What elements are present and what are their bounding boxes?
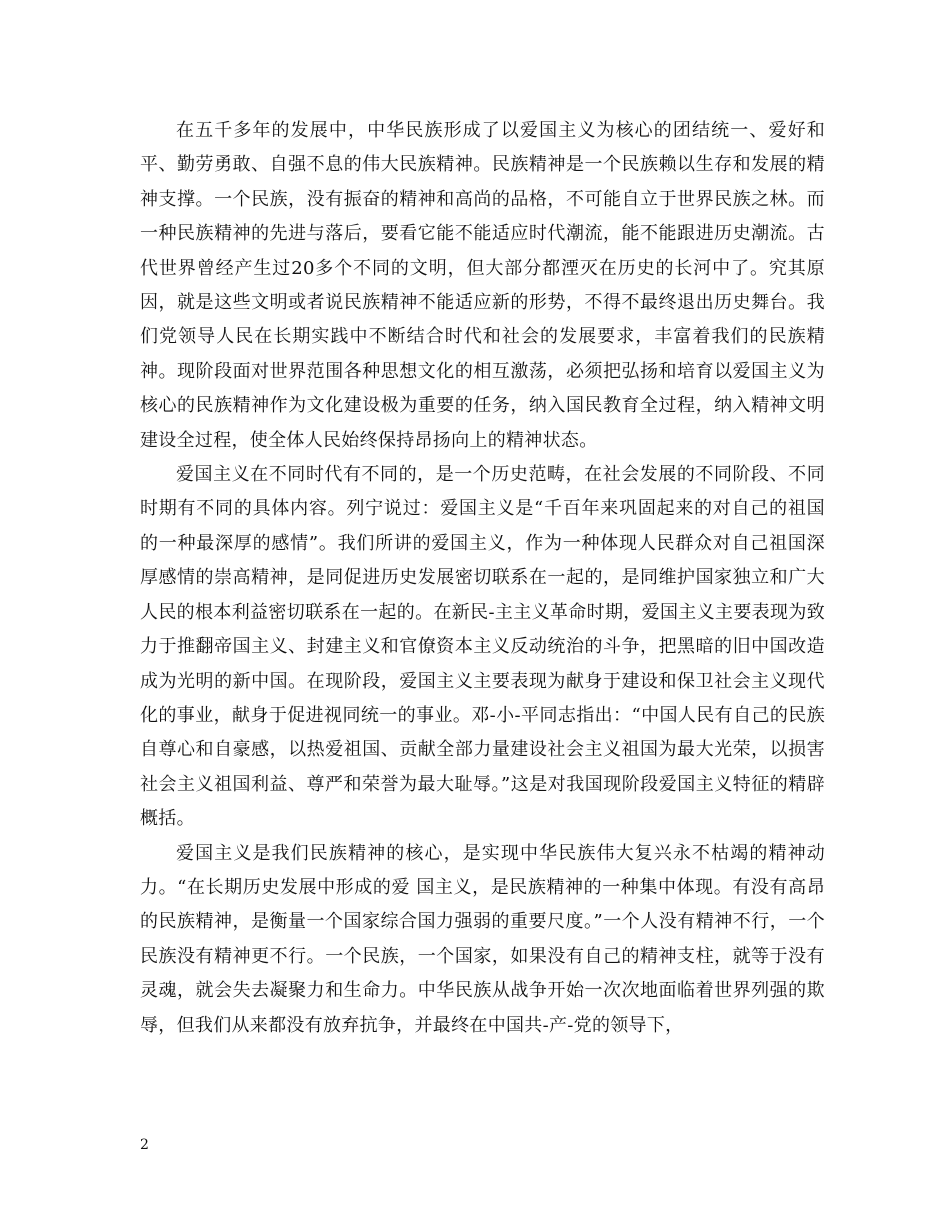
paragraph-2: 爱国主义在不同时代有不同的，是一个历史范畴，在社会发展的不同阶段、不同时期有不同的具体内容。列宁说过：爱国主义是“千百年来巩固起来的对自己的祖国的一种最深厚的感情”。我们所讲的爱国主义，作为一种体现人民群众对自己祖国深厚感情的崇高精神，是同促进历史发展密切联系在一起的，是同维护国家独立和广大人民的根本利益密切联系在一起的。在新民-主主义革命时期，爱国主义主要表现为致力于推翻帝国主义、封建主义和官僚资本主义反动统治的斗争，把黑暗的旧中国改造成为光明的新中国。在现阶段，爱国主义主要表现为献身于建设和保卫社会主义现代化的事业，献身于促进视同统一的事业。邓-小-平同志指出：“中国人民有自己的民族自尊心和自豪感，以热爱祖国、贡献全部力量建设社会主义祖国为最大光荣，以损害社会主义祖国利益、尊严和荣誉为最大耻辱。”这是对我国现阶段爱国主义特征的精辟概括。 (140, 464, 825, 830)
paragraph-3: 爱国主义是我们民族精神的核心，是实现中华民族伟大复兴永不枯竭的精神动力。“在长期历史发展中形成的爱 国主义，是民族精神的一种集中体现。有没有高昂的民族精神，是衡量一个国家综合国力强弱的重要尺度。”一个人没有精神不行，一个民族没有精神更不行。一个民族，一个国家，如果没有自己的精神支柱，就等于没有灵魂，就会失去凝聚力和生命力。中华民族从战争开始一次次地面临着世界列强的欺辱，但我们从来都没有放弃抗争，并最终在中国共-产-党的领导下， (140, 842, 825, 1036)
document-body (140, 114, 825, 1043)
paragraph-1: 在五千多年的发展中，中华民族形成了以爱国主义为核心的团结统一、爱好和平、勤劳勇敢、自强不息的伟大民族精神。民族精神是一个民族赖以生存和发展的精神支撑。一个民族，没有振奋的精神和高尚的品格，不可能自立于世界民族之林。而一种民族精神的先进与落后，要看它能不能适应时代潮流，能不能跟进历史潮流。古代世界曾经产生过20多个不同的文明，但大部分都湮灭在历史的长河中了。究其原因，就是这些文明或者说民族精神不能适应新的形势，不得不最终退出历史舞台。我们党领导人民在长期实践中不断结合时代和社会的发展要求，丰富着我们的民族精神。现阶段面对世界范围各种思想文化的相互激荡，必须把弘扬和培育以爱国主义为核心的民族精神作为文化建设极为重要的任务，纳入国民教育全过程，纳入精神文明建设全过程，使全体人民始终保持昂扬向上的精神状态。 (140, 120, 825, 451)
page-number: 2 (140, 1137, 149, 1153)
